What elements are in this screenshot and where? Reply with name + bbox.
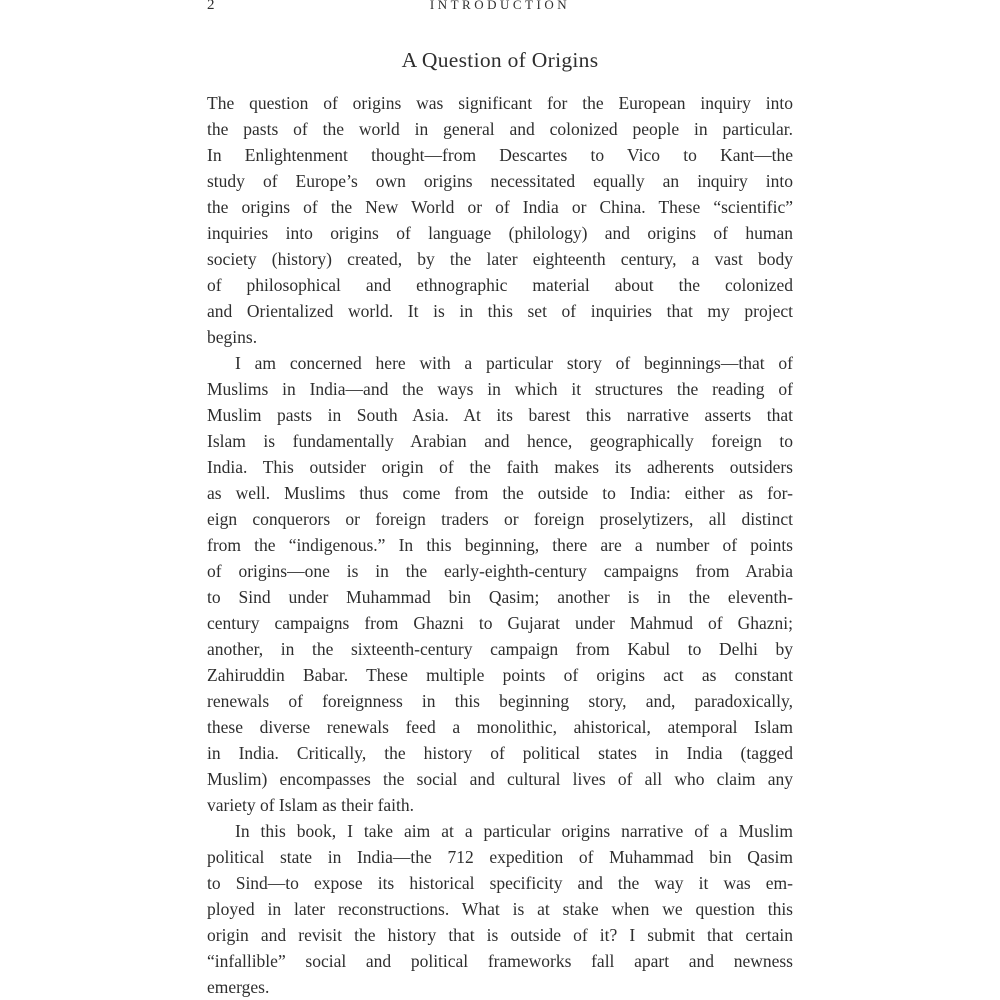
text-line: Muslim) encompasses the social and cultural lives of all who claim any [207, 769, 793, 789]
text-line: Muslims in India—and the ways in which it structures the reading of [207, 379, 793, 399]
text-line: I am concerned here with a particular story of beginnings—that of [235, 353, 793, 373]
text-line: the origins of the New World or of India or China. These “scientific” [207, 197, 793, 217]
paragraph [207, 818, 793, 1000]
text-line: as well. Muslims thus come from the outside to India: either as for- [207, 483, 793, 503]
text-line: In Enlightenment thought—from Descartes to Vico to Kant—the [207, 145, 793, 165]
text-line: Muslim pasts in South Asia. At its barest this narrative asserts that [207, 405, 793, 425]
text-line: eign conquerors or foreign traders or foreign proselytizers, all distinct [207, 509, 793, 529]
text-line: variety of Islam as their faith. [207, 795, 415, 815]
text-line: the pasts of the world in general and colonized people in particular. [207, 119, 793, 139]
text-line: inquiries into origins of language (philology) and origins of human [207, 223, 793, 243]
text-line: political state in India—the 712 expedition of Muhammad bin Qasim [207, 847, 793, 867]
section-title: A Question of Origins [401, 48, 599, 72]
paragraph [207, 350, 793, 818]
paragraph [207, 90, 793, 350]
text-line: in India. Critically, the history of political states in India (tagged [207, 743, 793, 763]
running-head [207, 0, 793, 17]
text-line: century campaigns from Ghazni to Gujarat under Mahmud of Ghazni; [207, 613, 793, 633]
text-line: another, in the sixteenth-century campaign from Kabul to Delhi by [207, 639, 793, 659]
text-line: of philosophical and ethnographic material about the colonized [207, 275, 793, 295]
text-line: to Sind under Muhammad bin Qasim; another is in the eleventh- [207, 587, 793, 607]
text-line: The question of origins was significant for the European inquiry into [207, 93, 793, 113]
text-line: study of Europe’s own origins necessitated equally an inquiry into [207, 171, 793, 191]
text-line: Zahiruddin Babar. These multiple points of origins act as constant [207, 665, 793, 685]
text-line: to Sind—to expose its historical specificity and the way it was em- [207, 873, 793, 893]
page-number: 2 [207, 0, 215, 13]
text-line: In this book, I take aim at a particular origins narrative of a Muslim [235, 821, 793, 841]
text-line: Islam is fundamentally Arabian and hence, geographically foreign to [207, 431, 793, 451]
text-line: these diverse renewals feed a monolithic, ahistorical, atemporal Islam [207, 717, 793, 737]
text-line: ployed in later reconstructions. What is at stake when we question this [207, 899, 793, 919]
text-line: and Orientalized world. It is in this set of inquiries that my project [207, 301, 793, 321]
text-line: origin and revisit the history that is outside of it? I submit that certain [207, 925, 793, 945]
text-line: of origins—one is in the early-eighth-century campaigns from Arabia [207, 561, 793, 581]
body-text [207, 90, 793, 1000]
text-line: from the “indigenous.” In this beginning, there are a number of points [207, 535, 793, 555]
running-header-title: INTRODUCTION [429, 0, 571, 12]
text-line: begins. [207, 327, 258, 347]
text-line: emerges. [207, 977, 270, 997]
text-line: renewals of foreignness in this beginning story, and, paradoxically, [207, 691, 793, 711]
text-line: India. This outsider origin of the faith makes its adherents outsiders [207, 457, 793, 477]
text-line: “infallible” social and political frameworks fall apart and newness [207, 951, 793, 971]
text-line: society (history) created, by the later eighteenth century, a vast body [207, 249, 793, 269]
